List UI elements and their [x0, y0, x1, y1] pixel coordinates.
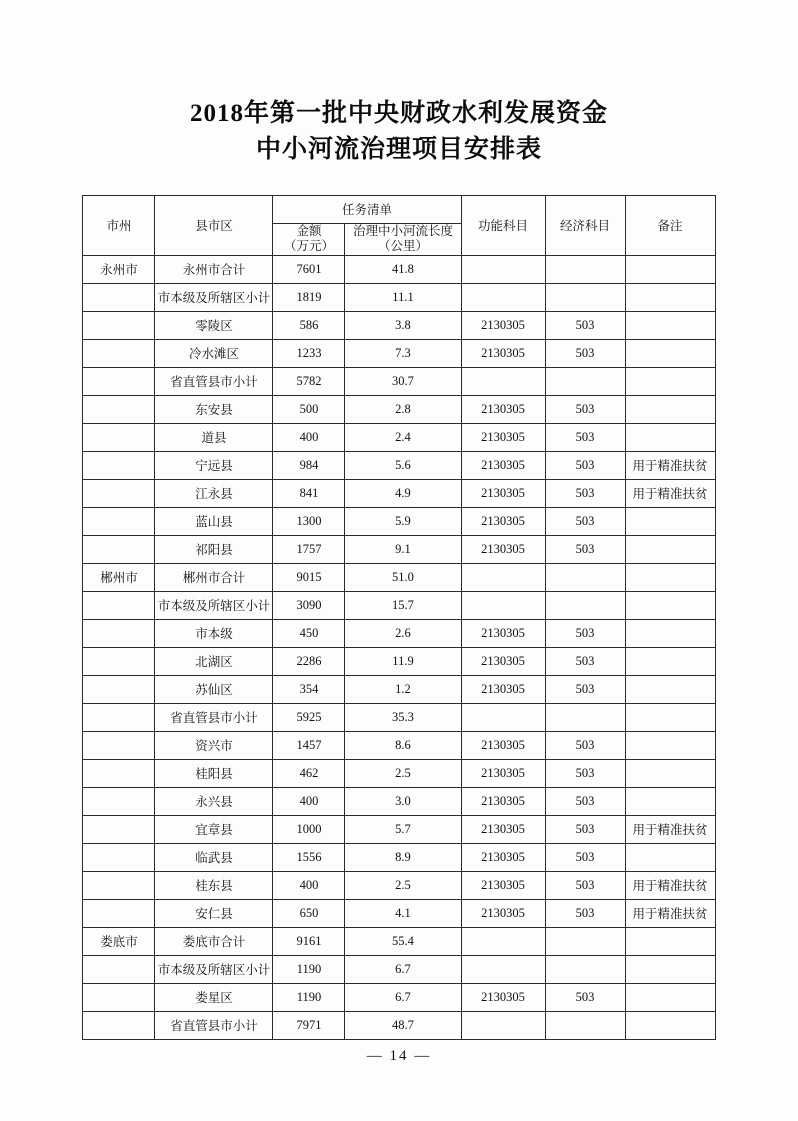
cell-length: 4.9: [345, 479, 461, 507]
cell-amount: 1233: [273, 339, 345, 367]
cell-function-subject: 2130305: [461, 675, 545, 703]
cell-county: 宜章县: [155, 815, 273, 843]
cell-city: [83, 675, 155, 703]
cell-function-subject: 2130305: [461, 479, 545, 507]
cell-length: 6.7: [345, 955, 461, 983]
cell-function-subject: 2130305: [461, 311, 545, 339]
cell-county: 祁阳县: [155, 535, 273, 563]
cell-economic-subject: 503: [545, 675, 625, 703]
cell-city: [83, 899, 155, 927]
header-amount-unit: （万元）: [283, 239, 334, 254]
cell-city: [83, 507, 155, 535]
table-row: [83, 647, 715, 675]
cell-economic-subject: [545, 283, 625, 311]
cell-length: 3.0: [345, 787, 461, 815]
cell-economic-subject: 503: [545, 395, 625, 423]
table-row: [83, 843, 715, 871]
cell-amount: 1556: [273, 843, 345, 871]
cell-city: [83, 311, 155, 339]
table-row: [83, 787, 715, 815]
cell-city: 永州市: [83, 255, 155, 283]
cell-city: [83, 983, 155, 1011]
header-length: [345, 223, 461, 255]
cell-county: 道县: [155, 423, 273, 451]
cell-length: 48.7: [345, 1011, 461, 1039]
cell-length: 1.2: [345, 675, 461, 703]
cell-amount: 400: [273, 423, 345, 451]
table-row: [83, 899, 715, 927]
cell-remark: [625, 311, 715, 339]
cell-county: 市本级及所辖区小计: [155, 955, 273, 983]
cell-city: [83, 591, 155, 619]
cell-economic-subject: 503: [545, 647, 625, 675]
cell-length: 2.5: [345, 871, 461, 899]
cell-remark: [625, 563, 715, 591]
table-row: [83, 619, 715, 647]
cell-economic-subject: 503: [545, 311, 625, 339]
cell-county: 东安县: [155, 395, 273, 423]
cell-function-subject: [461, 283, 545, 311]
cell-function-subject: 2130305: [461, 871, 545, 899]
cell-remark: 用于精准扶贫: [625, 479, 715, 507]
header-task-list: 任务清单: [273, 195, 461, 223]
table-row: [83, 395, 715, 423]
table-body: [83, 255, 715, 1039]
cell-county: 北湖区: [155, 647, 273, 675]
cell-length: 9.1: [345, 535, 461, 563]
cell-amount: 5925: [273, 703, 345, 731]
cell-length: 8.9: [345, 843, 461, 871]
header-length-unit: （公里）: [377, 239, 428, 254]
cell-function-subject: [461, 367, 545, 395]
cell-amount: 400: [273, 787, 345, 815]
cell-county: 省直管县市小计: [155, 367, 273, 395]
cell-length: 3.8: [345, 311, 461, 339]
cell-amount: 7601: [273, 255, 345, 283]
cell-remark: [625, 787, 715, 815]
cell-function-subject: 2130305: [461, 731, 545, 759]
cell-economic-subject: 503: [545, 787, 625, 815]
table-row: [83, 591, 715, 619]
table-row: [83, 507, 715, 535]
cell-county: 资兴市: [155, 731, 273, 759]
cell-county: 永州市合计: [155, 255, 273, 283]
cell-remark: [625, 619, 715, 647]
cell-remark: [625, 507, 715, 535]
cell-function-subject: 2130305: [461, 451, 545, 479]
cell-function-subject: 2130305: [461, 759, 545, 787]
cell-function-subject: 2130305: [461, 339, 545, 367]
cell-remark: [625, 955, 715, 983]
table-row: [83, 759, 715, 787]
cell-county: 桂东县: [155, 871, 273, 899]
table-row: [83, 927, 715, 955]
cell-length: 2.5: [345, 759, 461, 787]
cell-city: [83, 955, 155, 983]
cell-amount: 500: [273, 395, 345, 423]
table-row: [83, 535, 715, 563]
cell-county: 省直管县市小计: [155, 703, 273, 731]
cell-length: 30.7: [345, 367, 461, 395]
title-line-2: 中小河流治理项目安排表: [255, 136, 542, 164]
cell-length: 5.9: [345, 507, 461, 535]
document-title: [0, 0, 798, 169]
cell-county: 宁远县: [155, 451, 273, 479]
cell-remark: [625, 283, 715, 311]
cell-function-subject: 2130305: [461, 899, 545, 927]
cell-city: [83, 395, 155, 423]
cell-economic-subject: [545, 703, 625, 731]
table-row: [83, 871, 715, 899]
cell-function-subject: 2130305: [461, 507, 545, 535]
cell-length: 5.6: [345, 451, 461, 479]
cell-city: [83, 367, 155, 395]
cell-city: [83, 283, 155, 311]
cell-length: 2.4: [345, 423, 461, 451]
cell-remark: [625, 675, 715, 703]
cell-city: [83, 843, 155, 871]
cell-economic-subject: [545, 591, 625, 619]
table-row: [83, 367, 715, 395]
cell-function-subject: [461, 591, 545, 619]
cell-length: 4.1: [345, 899, 461, 927]
cell-function-subject: [461, 703, 545, 731]
cell-length: 55.4: [345, 927, 461, 955]
cell-amount: 1190: [273, 955, 345, 983]
cell-function-subject: 2130305: [461, 647, 545, 675]
cell-amount: 9161: [273, 927, 345, 955]
funding-table: [82, 195, 715, 1040]
cell-economic-subject: 503: [545, 339, 625, 367]
cell-function-subject: [461, 563, 545, 591]
cell-amount: 450: [273, 619, 345, 647]
cell-length: 2.8: [345, 395, 461, 423]
cell-remark: [625, 927, 715, 955]
table-row: [83, 731, 715, 759]
cell-amount: 2286: [273, 647, 345, 675]
cell-function-subject: [461, 255, 545, 283]
header-length-label: 治理中小河流长度: [352, 223, 453, 238]
table-row: [83, 815, 715, 843]
cell-economic-subject: [545, 255, 625, 283]
cell-remark: [625, 759, 715, 787]
cell-amount: 462: [273, 759, 345, 787]
cell-remark: [625, 843, 715, 871]
cell-length: 35.3: [345, 703, 461, 731]
cell-function-subject: [461, 1011, 545, 1039]
cell-county: 江永县: [155, 479, 273, 507]
cell-amount: 650: [273, 899, 345, 927]
table-row: [83, 675, 715, 703]
cell-county: 永兴县: [155, 787, 273, 815]
table-header-row-1: [83, 195, 715, 223]
cell-city: [83, 647, 155, 675]
header-amount: [273, 223, 345, 255]
cell-function-subject: 2130305: [461, 535, 545, 563]
cell-economic-subject: 503: [545, 871, 625, 899]
cell-city: 娄底市: [83, 927, 155, 955]
cell-economic-subject: 503: [545, 983, 625, 1011]
cell-remark: 用于精准扶贫: [625, 815, 715, 843]
cell-economic-subject: 503: [545, 843, 625, 871]
header-remark: 备注: [625, 195, 715, 255]
cell-remark: [625, 731, 715, 759]
cell-county: 安仁县: [155, 899, 273, 927]
cell-remark: [625, 591, 715, 619]
cell-city: [83, 423, 155, 451]
title-line-1: 2018年第一批中央财政水利发展资金: [189, 100, 608, 127]
cell-amount: 1190: [273, 983, 345, 1011]
cell-amount: 3090: [273, 591, 345, 619]
header-economic-subject: 经济科目: [545, 195, 625, 255]
cell-remark: 用于精准扶贫: [625, 871, 715, 899]
cell-function-subject: 2130305: [461, 395, 545, 423]
cell-function-subject: 2130305: [461, 423, 545, 451]
cell-economic-subject: 503: [545, 507, 625, 535]
cell-remark: [625, 1011, 715, 1039]
cell-amount: 1757: [273, 535, 345, 563]
cell-remark: [625, 983, 715, 1011]
cell-amount: 984: [273, 451, 345, 479]
table-row: [83, 451, 715, 479]
cell-city: [83, 759, 155, 787]
table-row: [83, 955, 715, 983]
cell-economic-subject: 503: [545, 731, 625, 759]
cell-economic-subject: [545, 927, 625, 955]
cell-length: 8.6: [345, 731, 461, 759]
cell-city: [83, 871, 155, 899]
cell-city: [83, 1011, 155, 1039]
cell-county: 省直管县市小计: [155, 1011, 273, 1039]
cell-county: 娄星区: [155, 983, 273, 1011]
table-row: [83, 255, 715, 283]
cell-length: 11.9: [345, 647, 461, 675]
cell-county: 苏仙区: [155, 675, 273, 703]
cell-function-subject: [461, 955, 545, 983]
cell-county: 郴州市合计: [155, 563, 273, 591]
cell-city: [83, 703, 155, 731]
cell-amount: 400: [273, 871, 345, 899]
cell-remark: [625, 535, 715, 563]
cell-county: 蓝山县: [155, 507, 273, 535]
table-row: [83, 283, 715, 311]
cell-county: 市本级及所辖区小计: [155, 591, 273, 619]
header-county: 县市区: [155, 195, 273, 255]
cell-length: 6.7: [345, 983, 461, 1011]
cell-county: 桂阳县: [155, 759, 273, 787]
cell-economic-subject: [545, 1011, 625, 1039]
cell-economic-subject: 503: [545, 479, 625, 507]
cell-economic-subject: 503: [545, 423, 625, 451]
cell-amount: 7971: [273, 1011, 345, 1039]
cell-city: 郴州市: [83, 563, 155, 591]
header-city: 市州: [83, 195, 155, 255]
cell-amount: 586: [273, 311, 345, 339]
cell-city: [83, 535, 155, 563]
cell-city: [83, 731, 155, 759]
table-row: [83, 703, 715, 731]
cell-amount: 9015: [273, 563, 345, 591]
cell-economic-subject: 503: [545, 619, 625, 647]
header-function-subject: 功能科目: [461, 195, 545, 255]
cell-length: 7.3: [345, 339, 461, 367]
cell-economic-subject: [545, 955, 625, 983]
cell-economic-subject: 503: [545, 759, 625, 787]
table-row: [83, 423, 715, 451]
cell-remark: 用于精准扶贫: [625, 899, 715, 927]
cell-length: 51.0: [345, 563, 461, 591]
cell-function-subject: 2130305: [461, 815, 545, 843]
cell-amount: 1000: [273, 815, 345, 843]
cell-remark: [625, 255, 715, 283]
cell-function-subject: 2130305: [461, 619, 545, 647]
cell-remark: [625, 647, 715, 675]
cell-economic-subject: [545, 367, 625, 395]
cell-length: 5.7: [345, 815, 461, 843]
cell-amount: 841: [273, 479, 345, 507]
cell-remark: [625, 703, 715, 731]
cell-county: 市本级及所辖区小计: [155, 283, 273, 311]
cell-economic-subject: 503: [545, 899, 625, 927]
cell-function-subject: 2130305: [461, 843, 545, 871]
cell-county: 冷水滩区: [155, 339, 273, 367]
cell-function-subject: [461, 927, 545, 955]
cell-length: 41.8: [345, 255, 461, 283]
cell-amount: 5782: [273, 367, 345, 395]
cell-amount: 1300: [273, 507, 345, 535]
cell-remark: [625, 395, 715, 423]
header-amount-label: 金额: [296, 223, 322, 238]
cell-amount: 354: [273, 675, 345, 703]
cell-county: 临武县: [155, 843, 273, 871]
cell-amount: 1819: [273, 283, 345, 311]
table-row: [83, 563, 715, 591]
table-row: [83, 311, 715, 339]
cell-county: 娄底市合计: [155, 927, 273, 955]
cell-county: 零陵区: [155, 311, 273, 339]
cell-city: [83, 339, 155, 367]
cell-length: 11.1: [345, 283, 461, 311]
cell-economic-subject: 503: [545, 451, 625, 479]
table-row: [83, 1011, 715, 1039]
cell-city: [83, 815, 155, 843]
page-number: — 14 —: [366, 1048, 432, 1064]
cell-remark: [625, 423, 715, 451]
table-row: [83, 983, 715, 1011]
cell-length: 2.6: [345, 619, 461, 647]
table-row: [83, 339, 715, 367]
table-row: [83, 479, 715, 507]
cell-remark: [625, 339, 715, 367]
cell-remark: [625, 367, 715, 395]
cell-remark: 用于精准扶贫: [625, 451, 715, 479]
cell-economic-subject: 503: [545, 535, 625, 563]
cell-function-subject: 2130305: [461, 983, 545, 1011]
cell-city: [83, 619, 155, 647]
cell-county: 市本级: [155, 619, 273, 647]
cell-city: [83, 479, 155, 507]
cell-economic-subject: 503: [545, 815, 625, 843]
cell-city: [83, 787, 155, 815]
cell-city: [83, 451, 155, 479]
cell-economic-subject: [545, 563, 625, 591]
cell-length: 15.7: [345, 591, 461, 619]
cell-function-subject: 2130305: [461, 787, 545, 815]
cell-amount: 1457: [273, 731, 345, 759]
